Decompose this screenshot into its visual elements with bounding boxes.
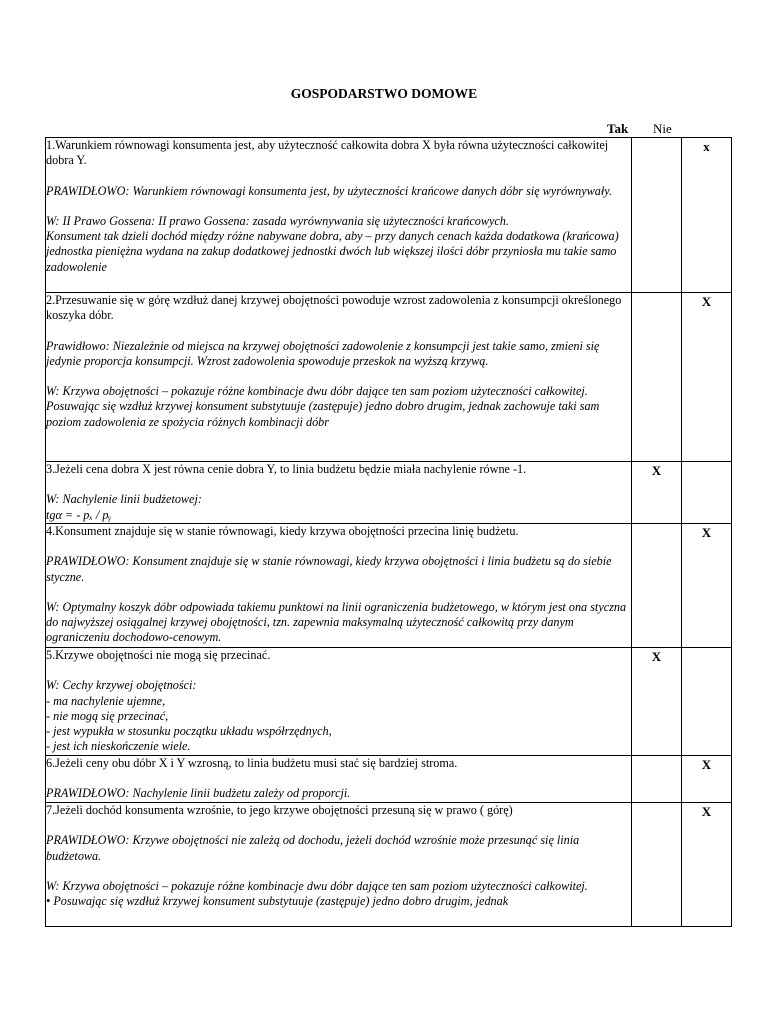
tak-cell bbox=[632, 803, 682, 927]
table-row bbox=[46, 803, 732, 927]
explanation-line: - jest ich nieskończenie wiele. bbox=[46, 739, 191, 754]
explanation-block bbox=[46, 833, 631, 863]
nie-cell bbox=[682, 462, 732, 524]
question-statement: 3.Jeżeli cena dobra X jest równa cenie dobra Y, to linia budżetu będzie miała nachylenie równe -1. bbox=[46, 462, 527, 476]
explanation-line: Konsument tak dzieli dochód między różne nabywane dobra, aby – przy danych cenach każda dodatkowa (krańcowa) jednostka pieniężna wydana na zakup dodatkowej jednostki dwóch lub większej ilości dóbr przyniosła mu takie samo zadowolenie bbox=[46, 229, 619, 274]
explanation-block bbox=[46, 339, 631, 369]
explanation-line: • Posuwając się wzdłuż krzywej konsument substytuuje (zastępuje) jedno dobro drugim, jednak bbox=[46, 894, 509, 909]
explanation-line: W: Optymalny koszyk dóbr odpowiada takiemu punktowi na linii ograniczenia budżetowego, w którym jest ona styczna do najwyższej osiągalnej krzywej obojętności, tzn. zapewnia maksymalną użyteczność całkowitą przy danym ograniczeniu dochodowo-cenowym. bbox=[46, 599, 627, 645]
explanation-block bbox=[46, 879, 631, 909]
explanation-line: W: II Prawo Gossena: II prawo Gossena: zasada wyrównywania się użyteczności krańcowych. bbox=[46, 213, 509, 228]
explanation-block bbox=[46, 214, 631, 275]
explanation-block bbox=[46, 554, 631, 584]
explanation-line: - jest wypukła w stosunku początku układu współrzędnych, bbox=[46, 724, 332, 738]
questions-table-body bbox=[46, 138, 732, 927]
table-row bbox=[46, 462, 732, 524]
nie-mark: x bbox=[703, 139, 710, 154]
nie-cell bbox=[682, 293, 732, 462]
nie-mark: X bbox=[701, 525, 712, 540]
nie-cell bbox=[682, 648, 732, 756]
nie-cell bbox=[682, 524, 732, 648]
explanation-line: tgα = - pₓ / pᵧ bbox=[46, 507, 112, 522]
questions-table bbox=[45, 137, 732, 927]
question-cell bbox=[46, 462, 632, 524]
explanation-line: PRAWIDŁOWO: Nachylenie linii budżetu zależy od proporcji. bbox=[46, 786, 351, 801]
question-cell bbox=[46, 756, 632, 803]
question-cell bbox=[46, 648, 632, 756]
table-row bbox=[46, 756, 732, 803]
explanation-block bbox=[46, 678, 631, 754]
explanation-block bbox=[46, 184, 631, 199]
explanation-line: PRAWIDŁOWO: Krzywe obojętności nie zależą od dochodu, jeżeli dochód wzrośnie może przesunąć się linia budżetowa. bbox=[46, 833, 580, 863]
question-statement: 6.Jeżeli ceny obu dóbr X i Y wzrosną, to linia budżetu musi stać się bardziej stroma. bbox=[46, 756, 458, 770]
tak-cell bbox=[632, 756, 682, 803]
explanation-line: W: Krzywa obojętności – pokazuje różne kombinacje dwu dóbr dające ten sam poziom użyteczności całkowitej. bbox=[46, 878, 588, 893]
tak-mark: X bbox=[651, 463, 662, 478]
table-row bbox=[46, 293, 732, 462]
explanation-line: Posuwając się wzdłuż krzywej konsument substytuuje (zastępuje) jedno dobro drugim, jednak zachowuje taki sam poziom zadowolenia ze spożycia różnych kombinacji dóbr bbox=[46, 399, 600, 429]
question-statement: 5.Krzywe obojętności nie mogą się przecinać. bbox=[46, 648, 271, 662]
question-statement: 4.Konsument znajduje się w stanie równowagi, kiedy krzywa obojętności przecina linię budżetu. bbox=[46, 524, 519, 538]
explanation-line: W: Cechy krzywej obojętności: bbox=[46, 678, 197, 693]
document-title: GOSPODARSTWO DOMOWE bbox=[290, 86, 478, 101]
question-statement: 2.Przesuwanie się w górę wzdłuż danej krzywej obojętności powoduje wzrost zadowolenia z konsumpcji określonego koszyka dóbr. bbox=[46, 293, 622, 323]
nie-mark: X bbox=[701, 294, 712, 309]
question-cell bbox=[46, 293, 632, 462]
column-header-tak: Tak bbox=[607, 121, 629, 136]
explanation-block bbox=[46, 492, 631, 522]
column-header-nie: Nie bbox=[653, 121, 672, 136]
question-statement: 7.Jeżeli dochód konsumenta wzrośnie, to jego krzywe obojętności przesuną się w prawo ( górę) bbox=[46, 803, 513, 817]
explanation-block bbox=[46, 384, 631, 430]
explanation-line: Prawidłowo: Niezależnie od miejsca na krzywej obojętności zadowolenie z konsumpcji jest takie samo, zmieni się jedynie proporcja konsumpcji. Wzrost zadowolenia spowoduje przeskok na wyższą krzywą. bbox=[46, 338, 600, 368]
tak-cell bbox=[632, 138, 682, 293]
explanation-line: PRAWIDŁOWO: Warunkiem równowagi konsumenta jest, by użyteczności krańcowe danych dóbr się wyrównywały. bbox=[46, 183, 613, 198]
tak-cell bbox=[632, 293, 682, 462]
tak-cell bbox=[632, 524, 682, 648]
tak-cell bbox=[632, 648, 682, 756]
nie-mark: X bbox=[701, 804, 712, 819]
question-cell bbox=[46, 524, 632, 648]
tak-mark: X bbox=[651, 649, 662, 664]
explanation-line: W: Krzywa obojętności – pokazuje różne kombinacje dwu dóbr dające ten sam poziom użyteczności całkowitej. bbox=[46, 384, 588, 399]
question-statement: 1.Warunkiem równowagi konsumenta jest, aby użyteczność całkowita dobra X była równa użyteczności całkowitej dobra Y. bbox=[46, 138, 609, 168]
table-row bbox=[46, 138, 732, 293]
table-row bbox=[46, 648, 732, 756]
explanation-line: PRAWIDŁOWO: Konsument znajduje się w stanie równowagi, kiedy krzywa obojętności i linia budżetu są do siebie styczne. bbox=[46, 554, 612, 584]
explanation-line: - ma nachylenie ujemne, bbox=[46, 693, 166, 708]
nie-mark: X bbox=[701, 757, 712, 772]
question-cell bbox=[46, 138, 632, 293]
explanation-line: W: Nachylenie linii budżetowej: bbox=[46, 492, 202, 507]
tak-cell bbox=[632, 462, 682, 524]
explanation-block bbox=[46, 600, 631, 646]
nie-cell bbox=[682, 756, 732, 803]
explanation-line: - nie mogą się przecinać, bbox=[46, 708, 169, 723]
nie-cell bbox=[682, 138, 732, 293]
explanation-block bbox=[46, 786, 631, 801]
table-row bbox=[46, 524, 732, 648]
nie-cell bbox=[682, 803, 732, 927]
question-cell bbox=[46, 803, 632, 927]
